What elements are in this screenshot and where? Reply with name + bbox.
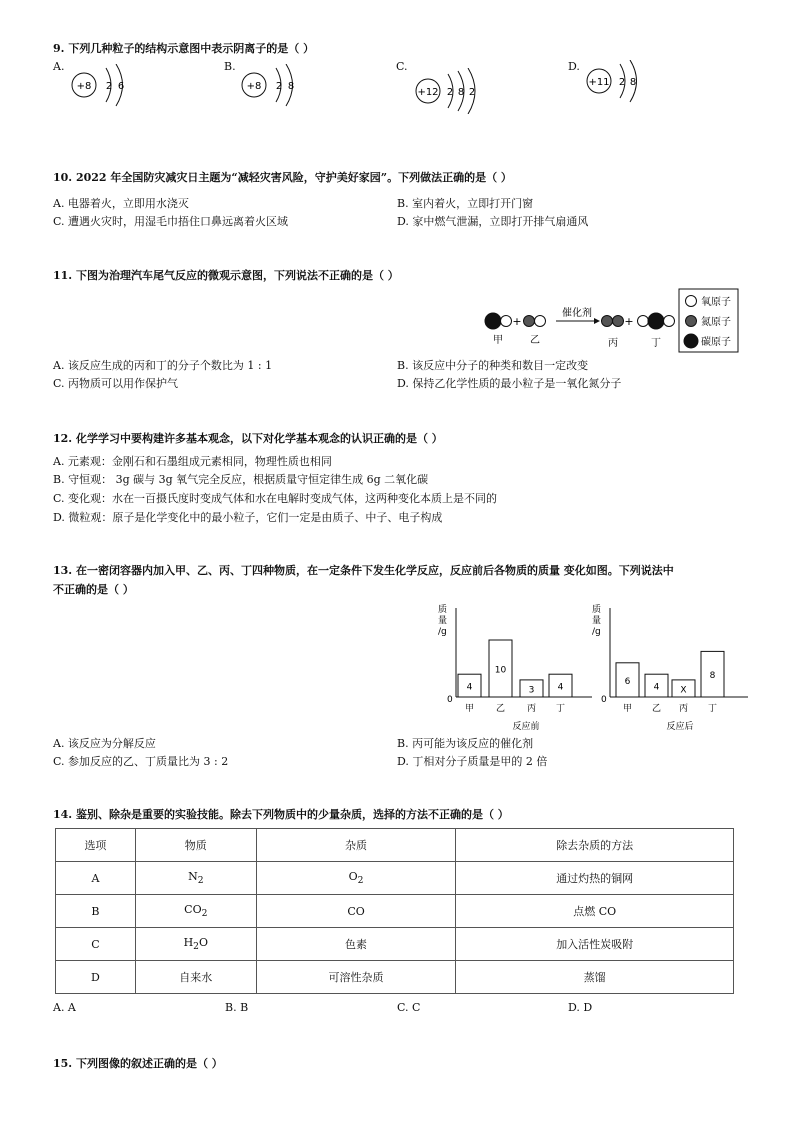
y-axis-label: /g bbox=[592, 627, 601, 637]
option-cell: D bbox=[56, 961, 136, 994]
bar-value-label: 4 bbox=[557, 682, 564, 693]
x-tick-label: 乙 bbox=[495, 704, 506, 714]
q11-option-b: B. 该反应中分子的种类和数目一定改变 bbox=[397, 359, 589, 372]
atom-diagram-c bbox=[410, 68, 490, 114]
nucleus-label: +8 bbox=[76, 81, 92, 92]
table-header-row bbox=[56, 829, 734, 862]
substance-cell: $H_2O$ bbox=[135, 928, 256, 961]
q13-option-a: A. 该反应为分解反应 bbox=[53, 737, 156, 750]
y-axis-label: /g bbox=[438, 627, 447, 637]
q9-option-b-label: B. bbox=[224, 60, 236, 73]
reaction-diagram bbox=[480, 288, 740, 354]
table-header-cell: 杂质 bbox=[256, 829, 456, 862]
option-cell: B bbox=[56, 895, 136, 928]
table-row bbox=[56, 928, 734, 961]
svg-text:8: 8 bbox=[457, 87, 465, 98]
q10-stem: 10. 2022 年全国防灾减灾日主题为“减轻灾害风险，守护美好家园”。下列做法正确的是（ ） bbox=[53, 171, 512, 184]
substance-cell: $CO_2$ bbox=[135, 895, 256, 928]
atom-diagram-d bbox=[582, 60, 652, 106]
bar-value-label: 4 bbox=[653, 682, 660, 693]
origin-label: 0 bbox=[601, 695, 607, 705]
q12-option-b: B. 守恒观： 3g 碳与 3g 氧气完全反应，根据质量守恒定律生成 6g 二氧化碳 bbox=[53, 473, 429, 486]
q12-option-c: C. 变化观：水在一百摄氏度时变成气体和水在电解时变成气体，这两种变化本质上是不同的 bbox=[53, 492, 498, 505]
y-axis-label: 质 bbox=[438, 605, 448, 615]
q10-option-d: D. 家中燃气泄漏，立即打开排气扇通风 bbox=[397, 215, 589, 228]
svg-text:+: + bbox=[512, 315, 522, 328]
y-axis-label: 质 bbox=[592, 605, 602, 615]
q14-answer-b: B. B bbox=[225, 1001, 249, 1014]
q12-option-d: D. 微粒观：原子是化学变化中的最小粒子，它们一定是由质子、中子、电子构成 bbox=[53, 511, 443, 524]
svg-text:+8: +8 bbox=[246, 81, 262, 92]
q14-table bbox=[55, 828, 734, 994]
q11-stem: 11. 下图为治理汽车尾气反应的微观示意图，下列说法不正确的是（ ） bbox=[53, 269, 399, 282]
substance-cell: $N_2$ bbox=[135, 862, 256, 895]
q9-option-a-label: A. bbox=[53, 60, 65, 73]
option-cell: A bbox=[56, 862, 136, 895]
svg-text:2: 2 bbox=[468, 87, 476, 98]
q13-option-d: D. 丁相对分子质量是甲的 2 倍 bbox=[397, 755, 548, 768]
svg-text:8: 8 bbox=[287, 81, 295, 92]
q9-option-d-label: D. bbox=[568, 60, 580, 73]
origin-label: 0 bbox=[447, 695, 453, 705]
x-tick-label: 丙 bbox=[678, 704, 689, 714]
table-header-cell: 选项 bbox=[56, 829, 136, 862]
atom-diagram-a bbox=[66, 64, 136, 110]
q15-stem: 15. 下列图像的叙述正确的是（ ） bbox=[53, 1057, 223, 1070]
svg-text:+12: +12 bbox=[417, 87, 439, 98]
table-row bbox=[56, 961, 734, 994]
x-tick-label: 丁 bbox=[555, 704, 566, 714]
legend-nitrogen: 氮原子 bbox=[701, 317, 731, 328]
svg-text:甲: 甲 bbox=[493, 335, 503, 346]
bar-value-label: 8 bbox=[709, 671, 716, 682]
svg-text:乙: 乙 bbox=[530, 335, 540, 346]
svg-text:8: 8 bbox=[629, 77, 637, 88]
table-row bbox=[56, 862, 734, 895]
q12-option-a: A. 元素观：金刚石和石墨组成元素相同，物理性质也相同 bbox=[53, 455, 332, 468]
q10-option-a: A. 电器着火，立即用水浇灭 bbox=[53, 197, 189, 210]
impurity-cell: 可溶性杂质 bbox=[256, 961, 456, 994]
table-header-cell: 物质 bbox=[135, 829, 256, 862]
bar-value-label: 4 bbox=[466, 682, 473, 693]
bar-value-label: 3 bbox=[528, 685, 535, 696]
q14-answer-a: A. A bbox=[53, 1001, 76, 1014]
svg-text:丁: 丁 bbox=[651, 338, 661, 349]
chart-after-reaction bbox=[588, 600, 748, 732]
method-cell: 点燃 CO bbox=[456, 895, 734, 928]
method-cell: 通过灼热的铜网 bbox=[456, 862, 734, 895]
legend-carbon: 碳原子 bbox=[701, 337, 731, 348]
q9-stem: 9. 下列几种粒子的结构示意图中表示阴离子的是（ ） bbox=[53, 42, 315, 55]
q14-stem: 14. 鉴别、除杂是重要的实验技能。除去下列物质中的少量杂质，选择的方法不正确的是（ ） bbox=[53, 808, 509, 821]
q11-option-d: D. 保持乙化学性质的最小粒子是一氧化氮分子 bbox=[397, 377, 622, 390]
q9-option-c-label: C. bbox=[396, 60, 408, 73]
x-tick-label: 乙 bbox=[651, 704, 662, 714]
svg-text:丙: 丙 bbox=[608, 338, 618, 349]
q11-option-a: A. 该反应生成的丙和丁的分子个数比为 1 : 1 bbox=[53, 359, 273, 372]
method-cell: 蒸馏 bbox=[456, 961, 734, 994]
table-row bbox=[56, 895, 734, 928]
chart-before-reaction bbox=[432, 600, 592, 732]
x-tick-label: 甲 bbox=[464, 704, 475, 714]
x-tick-label: 丙 bbox=[526, 704, 537, 714]
y-axis-label: 量 bbox=[592, 616, 602, 626]
impurity-cell: $O_2$ bbox=[256, 862, 456, 895]
q13-option-b: B. 丙可能为该反应的催化剂 bbox=[397, 737, 534, 750]
option-cell: C bbox=[56, 928, 136, 961]
q13-option-c: C. 参加反应的乙、丁质量比为 3 : 2 bbox=[53, 755, 229, 768]
svg-text:2: 2 bbox=[618, 77, 626, 88]
svg-text:+: + bbox=[624, 315, 634, 328]
table-header-cell: 除去杂质的方法 bbox=[456, 829, 734, 862]
svg-text:+11: +11 bbox=[588, 77, 610, 88]
svg-text:催化剂: 催化剂 bbox=[562, 308, 592, 319]
svg-text:6: 6 bbox=[117, 81, 125, 92]
q13-stem-line1: 13. 在一密闭容器内加入甲、乙、丙、丁四种物质，在一定条件下发生化学反应，反应前后各物质的质量 变化如图。下列说法中 bbox=[53, 564, 674, 577]
y-axis-label: 量 bbox=[438, 616, 448, 626]
substance-cell: 自来水 bbox=[135, 961, 256, 994]
x-tick-label: 丁 bbox=[707, 704, 718, 714]
x-tick-label: 甲 bbox=[622, 704, 633, 714]
method-cell: 加入活性炭吸附 bbox=[456, 928, 734, 961]
q12-stem: 12. 化学学习中要构建许多基本观念，以下对化学基本观念的认识正确的是（ ） bbox=[53, 432, 443, 445]
q13-stem-line2: 不正确的是（ ） bbox=[53, 583, 134, 596]
chart-title: 反应前 bbox=[512, 722, 540, 732]
impurity-cell: 色素 bbox=[256, 928, 456, 961]
svg-text:2: 2 bbox=[105, 81, 113, 92]
svg-text:2: 2 bbox=[275, 81, 283, 92]
bar-value-label: 6 bbox=[624, 676, 631, 687]
q10-option-c: C. 遭遇火灾时，用湿毛巾捂住口鼻远离着火区域 bbox=[53, 215, 289, 228]
bar-value-label: 10 bbox=[494, 665, 507, 676]
q11-option-c: C. 丙物质可以用作保护气 bbox=[53, 377, 179, 390]
chart-title: 反应后 bbox=[666, 722, 694, 732]
legend-oxygen: 氧原子 bbox=[701, 297, 731, 308]
q14-answer-d: D. D bbox=[568, 1001, 593, 1014]
svg-text:2: 2 bbox=[446, 87, 454, 98]
bar-value-label: X bbox=[680, 685, 687, 696]
q14-answer-c: C. C bbox=[397, 1001, 421, 1014]
q10-option-b: B. 室内着火，立即打开门窗 bbox=[397, 197, 534, 210]
atom-diagram-b bbox=[236, 64, 306, 110]
impurity-cell: CO bbox=[256, 895, 456, 928]
